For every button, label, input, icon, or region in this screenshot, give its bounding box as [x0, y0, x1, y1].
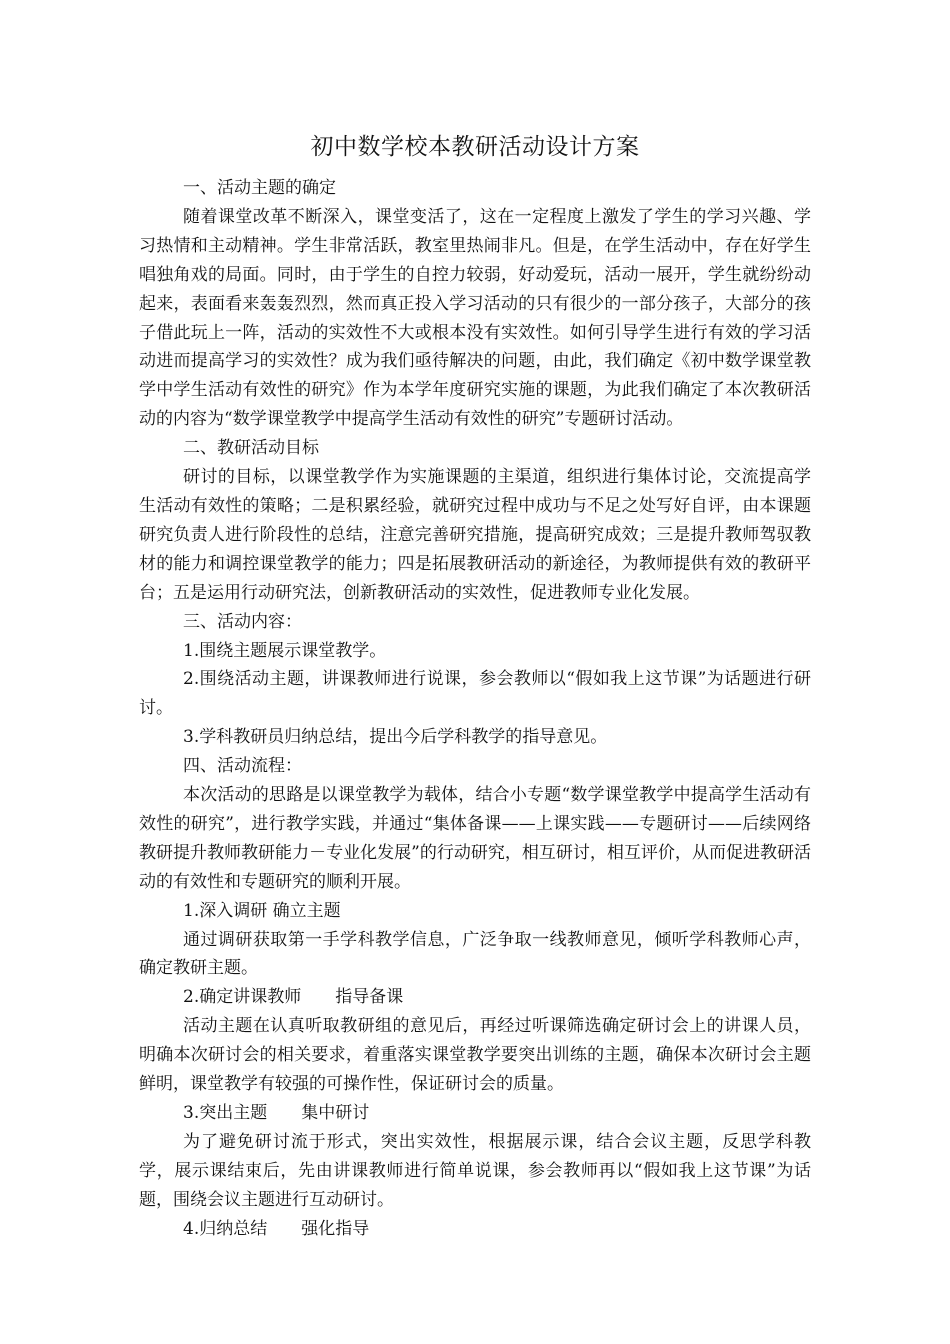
- paragraph-3: 本次活动的思路是以课堂教学为载体，结合小专题“数学课堂教学中提高学生活动有效性的研究”，进行教学实践，并通过“集体备课——上课实践——专题研讨——后续网络教研提升教师教研能力－专业化发展”的行动研究，相互研讨，相互评价，从而促进教研活动的有效性和专题研究的顺利开展。: [139, 785, 811, 892]
- paragraph-4: 通过调研获取第一手学科教学信息，广泛争取一线教师意见，倾听学科教师心声，确定教研主题。: [139, 929, 811, 979]
- list-item-3: 3.学科教研员归纳总结，提出今后学科教学的指导意见。: [183, 727, 608, 748]
- paragraph-1: 随着课堂改革不断深入，课堂变活了，这在一定程度上激发了学生的学习兴趣、学习热情和主动精神。学生非常活跃，教室里热闹非凡。但是，在学生活动中，存在好学生唱独角戏的局面。同时，由于学生的自控力较弱，好动爱玩，活动一展开，学生就纷纷动起来，表面看来轰轰烈烈，然而真正投入学习活动的只有很少的一部分孩子，大部分的孩子借此玩上一阵，活动的实效性不大或根本没有实效性。如何引导学生进行有效的学习活动进而提高学习的实效性？成为我们亟待解决的问题，由此，我们确定《初中数学课堂教学中学生活动有效性的研究》作为本学年度研究实施的课题，为此我们确定了本次教研活动的内容为“数学课堂教学中提高学生活动有效性的研究”专题研讨活动。: [139, 206, 811, 430]
- paragraph-2: 研讨的目标，以课堂教学作为实施课题的主渠道，组织进行集体讨论，交流提高学生活动有效性的策略；二是积累经验，就研究过程中成功与不足之处写好自评，由本课题研究负责人进行阶段性的总结，注意完善研究措施，提高研究成效；三是提升教师驾驭教材的能力和调控课堂教学的能力；四是拓展教研活动的新途径，为教师提供有效的教研平台；五是运用行动研究法，创新教研活动的实效性，促进教师专业化发展。: [139, 467, 811, 603]
- step-heading-4: 4.归纳总结 强化指导: [183, 1218, 370, 1239]
- step-heading-3: 3.突出主题 集中研讨: [183, 1103, 370, 1123]
- section-heading-2: 二、教研活动目标: [183, 438, 319, 459]
- step-heading-1: 1.深入调研 确立主题: [183, 900, 341, 921]
- document-title: 初中数学校本教研活动设计方案: [310, 134, 640, 160]
- step-heading-2: 2.确定讲课教师 指导备课: [183, 987, 404, 1008]
- document-body: [139, 174, 811, 1244]
- section-heading-1: 一、活动主题的确定: [183, 178, 336, 198]
- paragraph-6: 为了避免研讨流于形式，突出实效性，根据展示课，结合会议主题，反思学科教学，展示课结束后，先由讲课教师进行简单说课，参会教师再以“假如我上这节课”为话题，围绕会议主题进行互动研讨。: [139, 1131, 811, 1210]
- paragraph-5: 活动主题在认真听取教研组的意见后，再经过听课筛选确定研讨会上的讲课人员，明确本次研讨会的相关要求，着重落实课堂教学要突出训练的主题，确保本次研讨会主题鲜明，课堂教学有较强的可操作性，保证研讨会的质量。: [139, 1016, 811, 1095]
- list-item-1: 1.围绕主题展示课堂教学。: [183, 640, 387, 661]
- section-heading-3: 三、活动内容：: [183, 611, 302, 632]
- section-heading-4: 四、活动流程：: [183, 756, 302, 777]
- list-item-2: 2.围绕活动主题，讲课教师进行说课，参会教师以“假如我上这节课”为话题进行研讨。: [139, 669, 811, 719]
